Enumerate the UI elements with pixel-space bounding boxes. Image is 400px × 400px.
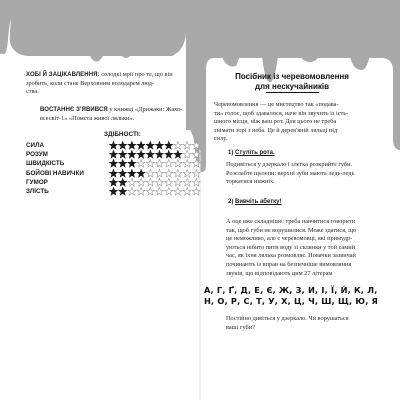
star-empty-icon xyxy=(146,169,154,177)
star-filled-icon xyxy=(128,169,136,177)
star-filled-icon xyxy=(110,178,118,186)
star-filled-icon xyxy=(110,169,118,177)
closing-line: Постійно дивіться у дзеркало. Чи ворушаться xyxy=(226,315,349,322)
star-filled-icon xyxy=(137,151,145,159)
step-2-line: уються нібито пити воду зі склянки у той самий xyxy=(226,243,355,251)
star-empty-icon xyxy=(183,178,191,186)
star-empty-icon xyxy=(156,160,164,168)
ability-row xyxy=(26,150,186,159)
star-filled-icon xyxy=(128,151,136,159)
hobby-label: ХОБІ Й ЗАЦІКАВЛЕННЯ: xyxy=(26,72,100,78)
step-2-line: починають із вправ на безпечніше вимовляння xyxy=(226,260,352,268)
star-filled-icon xyxy=(165,151,173,159)
step-2-heading xyxy=(228,199,282,205)
intro-line: шного місця, ніж ваш рот. Для цього не треба xyxy=(214,118,337,126)
ability-rating xyxy=(109,187,201,196)
ability-rating xyxy=(109,178,201,187)
ability-row xyxy=(26,187,186,196)
rating-stars xyxy=(109,178,201,187)
star-empty-icon xyxy=(183,169,191,177)
closing-paragraph xyxy=(226,315,396,332)
step-2-line: так, щоб губи не ворушилися. Може здатися, що xyxy=(226,226,357,234)
abilities-heading: ЗДІБНОСТІ: xyxy=(104,131,141,138)
star-empty-icon xyxy=(146,187,154,195)
ability-row xyxy=(26,178,186,187)
star-filled-icon xyxy=(119,151,127,159)
last-seen-label: ВОСТАННЄ З'ЯВИВСЯ xyxy=(40,107,108,113)
ability-name: РОЗУМ xyxy=(26,151,48,159)
ability-rating xyxy=(109,159,201,168)
step-1-line: Подивіться у дзеркало і злегка розкрийте губи. xyxy=(226,161,353,168)
step-2-line: звуків, що відповідають цим 27 літерам xyxy=(226,269,333,277)
hobby-paragraph xyxy=(26,71,194,97)
rating-stars xyxy=(109,169,201,178)
ability-row xyxy=(26,169,186,178)
star-filled-icon xyxy=(110,151,118,159)
step-2-line: час, як їхня лялька розмовляє. Новачки зазвичай xyxy=(226,252,356,260)
title-underline xyxy=(266,92,319,93)
ability-rating xyxy=(109,150,201,159)
star-empty-icon xyxy=(174,178,182,186)
step-1-paragraph xyxy=(226,161,396,187)
step-2-line: це неможливо, але є черевомовці, які примудр- xyxy=(226,235,353,243)
star-empty-icon xyxy=(156,187,164,195)
rating-stars xyxy=(109,141,201,150)
star-empty-icon xyxy=(137,178,145,186)
ability-rating xyxy=(109,169,201,178)
guide-title: Посібник із черевомовлення xyxy=(235,72,349,81)
closing-line: ваші губи? xyxy=(226,323,255,331)
ability-rating xyxy=(109,141,201,150)
star-empty-icon xyxy=(183,187,191,195)
star-empty-icon xyxy=(183,141,191,149)
ability-row xyxy=(26,141,186,150)
step-1-line: торкатися нижніх. xyxy=(226,178,275,186)
star-filled-icon xyxy=(119,160,127,168)
hobby-line3: ства. xyxy=(26,88,39,96)
star-empty-icon xyxy=(165,169,173,177)
ability-name: БОЙОВІ НАВИЧКИ xyxy=(26,169,84,177)
step-2-paragraph xyxy=(226,218,396,278)
ability-name: ГУМОР xyxy=(26,178,48,186)
star-empty-icon xyxy=(156,169,164,177)
star-filled-icon xyxy=(110,187,118,195)
ability-row xyxy=(26,159,186,168)
right-page xyxy=(200,0,400,400)
star-filled-icon xyxy=(119,187,127,195)
step-1-number: 1) xyxy=(228,150,236,156)
step-1-line: Розслабте щелепи: верхні зуби мають ледь-ледь xyxy=(226,169,355,177)
intro-line: силу. xyxy=(214,135,228,143)
star-empty-icon xyxy=(146,160,154,168)
star-empty-icon xyxy=(174,187,182,195)
star-empty-icon xyxy=(165,187,173,195)
star-filled-icon xyxy=(146,151,154,159)
rating-stars xyxy=(109,159,201,168)
star-filled-icon xyxy=(156,141,164,149)
star-empty-icon xyxy=(183,160,191,168)
star-filled-icon xyxy=(110,141,118,149)
star-filled-icon xyxy=(128,160,136,168)
star-filled-icon xyxy=(156,151,164,159)
rating-stars xyxy=(109,150,201,159)
rating-stars xyxy=(109,187,201,196)
intro-paragraph xyxy=(214,101,394,144)
star-empty-icon xyxy=(146,178,154,186)
star-empty-icon xyxy=(128,178,136,186)
intro-line: Черевомовлення — це мистецтво так «подава- xyxy=(214,101,339,108)
star-empty-icon xyxy=(128,187,136,195)
star-filled-icon xyxy=(119,169,127,177)
last-seen-paragraph xyxy=(40,106,196,123)
ability-name: ЗЛІСТЬ xyxy=(26,188,49,195)
star-filled-icon xyxy=(165,141,173,149)
star-empty-icon xyxy=(183,151,191,159)
star-filled-icon xyxy=(137,141,145,149)
star-filled-icon xyxy=(119,141,127,149)
alphabet-row-2: Н, О, Р, С, Т, У, Х, Ц, Ч, Ш, Щ, Ю, Я xyxy=(204,296,379,306)
star-empty-icon xyxy=(156,178,164,186)
hobby-line2: зробить, коли стане Верховним володарем люд- xyxy=(26,79,155,87)
star-filled-icon xyxy=(137,169,145,177)
star-empty-icon xyxy=(174,141,182,149)
last-seen-line2: всесвіт-1» «Помста живої ляльки». xyxy=(40,114,135,122)
step-2-line: А оце вже складніше: треба навчитися говорити xyxy=(226,218,355,225)
hobby-line1: солодкі мрії про те, що він xyxy=(99,71,173,78)
intro-line: ти» голос, щоб здавалося, наче він звучить із ість- xyxy=(214,109,349,117)
guide-subtitle: для нескучайників xyxy=(254,82,330,91)
star-empty-icon xyxy=(165,160,173,168)
star-filled-icon xyxy=(146,141,154,149)
intro-line: знімати зорі з неба. Це й дерев'яній ляльці під xyxy=(214,126,338,134)
step-2-number: 2) xyxy=(228,199,236,205)
step-1-label: Стуліть рота. xyxy=(235,150,275,156)
alphabet-row-1: А, Г, Ґ, Д, Е, Є, Ж, З, И, І, Ї, Й, К, Л, xyxy=(204,285,378,295)
star-filled-icon xyxy=(110,160,118,168)
ability-name: СИЛА xyxy=(26,142,45,149)
ability-name: ШВИДКІСТЬ xyxy=(26,160,65,168)
star-empty-icon xyxy=(137,160,145,168)
star-filled-icon xyxy=(119,178,127,186)
star-filled-icon xyxy=(174,151,182,159)
step-1-heading xyxy=(228,150,275,156)
last-seen-line1: у книжці «Дрижаки: Жахо- xyxy=(107,106,183,113)
star-empty-icon xyxy=(174,169,182,177)
step-2-label: Вивчіть абетку! xyxy=(235,199,282,205)
star-empty-icon xyxy=(165,178,173,186)
star-empty-icon xyxy=(174,160,182,168)
star-filled-icon xyxy=(128,141,136,149)
star-empty-icon xyxy=(137,187,145,195)
